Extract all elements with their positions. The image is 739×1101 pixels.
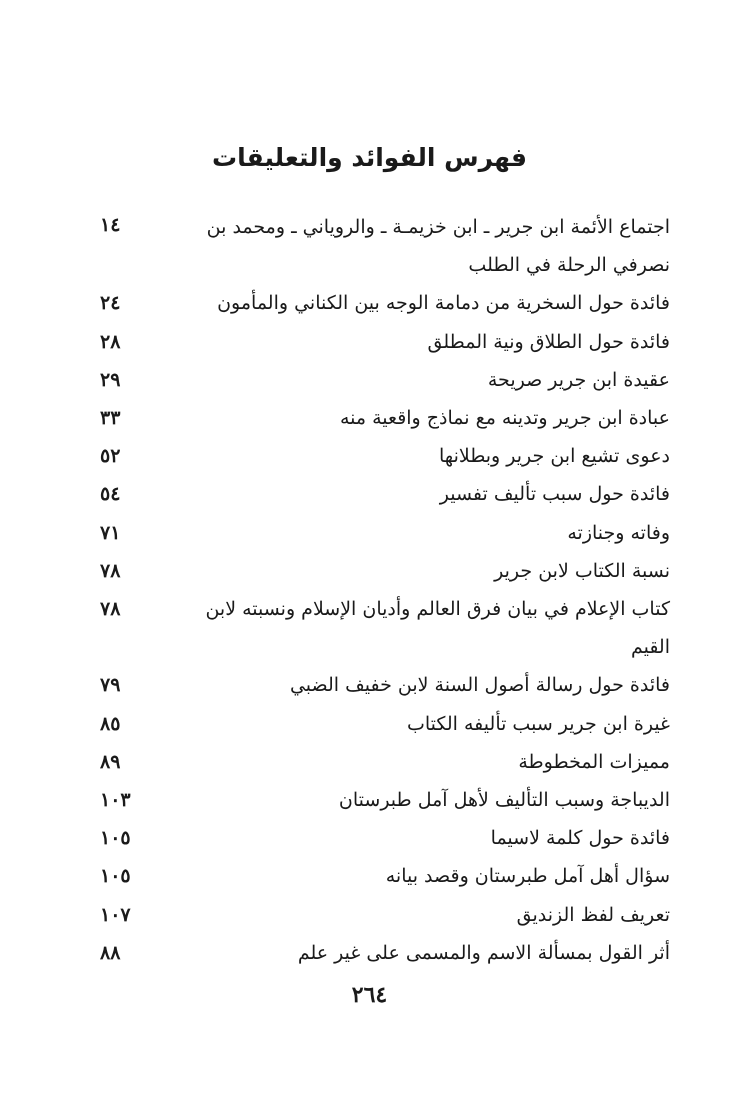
entry-page-number: ٧١ xyxy=(100,521,121,544)
entry-page-number: ١٤ xyxy=(100,214,121,236)
index-entry xyxy=(100,896,670,934)
entry-text: الديباجة وسبب التأليف لأهل آمل طبرستان xyxy=(338,789,670,812)
entry-page-number: ٢٩ xyxy=(100,368,121,391)
index-entry xyxy=(100,934,670,972)
index-entry xyxy=(100,819,670,857)
index-entry xyxy=(100,552,670,590)
entry-text: فائدة حول رسالة أصول السنة لابن خفيف الضبي xyxy=(289,674,670,697)
entry-page-number: ٨٩ xyxy=(100,750,121,773)
entry-text: غيرة ابن جرير سبب تأليفه الكتاب xyxy=(406,712,670,735)
entry-text: عبادة ابن جرير وتدينه مع نماذج واقعية منه xyxy=(339,407,670,430)
entry-page-number: ٣٣ xyxy=(100,407,121,430)
entry-page-number: ٥٤ xyxy=(100,483,121,506)
index-entry xyxy=(100,475,670,513)
entry-text: مميزات المخطوطة xyxy=(518,750,670,773)
index-entry xyxy=(100,705,670,743)
entry-page-number: ٢٤ xyxy=(100,292,121,315)
index-entry xyxy=(100,437,670,475)
index-entry xyxy=(100,781,670,819)
entry-text: اجتماع الأئمة ابن جرير ـ ابن خزيمـة ـ والروياني ـ ومحمد بن نصرفي الرحلة في الطلب xyxy=(206,216,670,277)
index-entry xyxy=(100,743,670,781)
index-entry xyxy=(100,323,670,361)
entry-text: عقيدة ابن جرير صريحة xyxy=(487,368,670,391)
entry-text: وفاته وجنازته xyxy=(567,521,670,544)
entry-text: دعوى تشيع ابن جرير وبطلانها xyxy=(439,445,670,468)
entry-text: فائدة حول كلمة لاسيما xyxy=(490,827,670,850)
index-entry xyxy=(100,590,670,666)
entry-page-number: ٢٨ xyxy=(100,330,121,353)
page-title: فهرس الفوائد والتعليقات xyxy=(211,143,528,172)
index-entry xyxy=(100,514,670,552)
index-entry xyxy=(100,399,670,437)
entry-page-number: ١٠٥ xyxy=(100,827,131,850)
index-entry xyxy=(100,857,670,895)
entry-page-number: ١٠٧ xyxy=(100,903,131,926)
entry-page-number: ٨٥ xyxy=(100,712,121,735)
entry-text: نسبة الكتاب لابن جرير xyxy=(494,559,670,582)
entry-text: سؤال أهل آمل طبرستان وقصد بيانه xyxy=(385,865,670,888)
footer-page-number: ٢٦٤ xyxy=(351,982,388,1008)
entry-page-number: ٧٩ xyxy=(100,674,121,697)
entry-text: فائدة حول سبب تأليف تفسير xyxy=(439,483,670,506)
index-list xyxy=(100,208,670,972)
index-entry xyxy=(100,208,670,284)
entry-text: تعريف لفظ الزنديق xyxy=(516,903,670,926)
entry-page-number: ٧٨ xyxy=(100,598,121,621)
index-entry xyxy=(100,666,670,704)
entry-text: فائدة حول السخرية من دمامة الوجه بين الكناني والمأمون xyxy=(217,292,670,315)
index-entry xyxy=(100,361,670,399)
index-entry xyxy=(100,284,670,322)
entry-text: أثر القول بمسألة الاسم والمسمى على غير علم xyxy=(297,941,670,964)
entry-text: فائدة حول الطلاق ونية المطلق xyxy=(427,330,670,353)
entry-page-number: ١٠٥ xyxy=(100,865,131,888)
entry-page-number: ١٠٣ xyxy=(100,789,131,812)
entry-text: كتاب الإعلام في بيان فرق العالم وأديان الإسلام ونسبته لابن القيم xyxy=(205,598,670,659)
entry-page-number: ٧٨ xyxy=(100,559,121,582)
entry-page-number: ٨٨ xyxy=(100,941,121,964)
entry-page-number: ٥٢ xyxy=(100,445,121,468)
